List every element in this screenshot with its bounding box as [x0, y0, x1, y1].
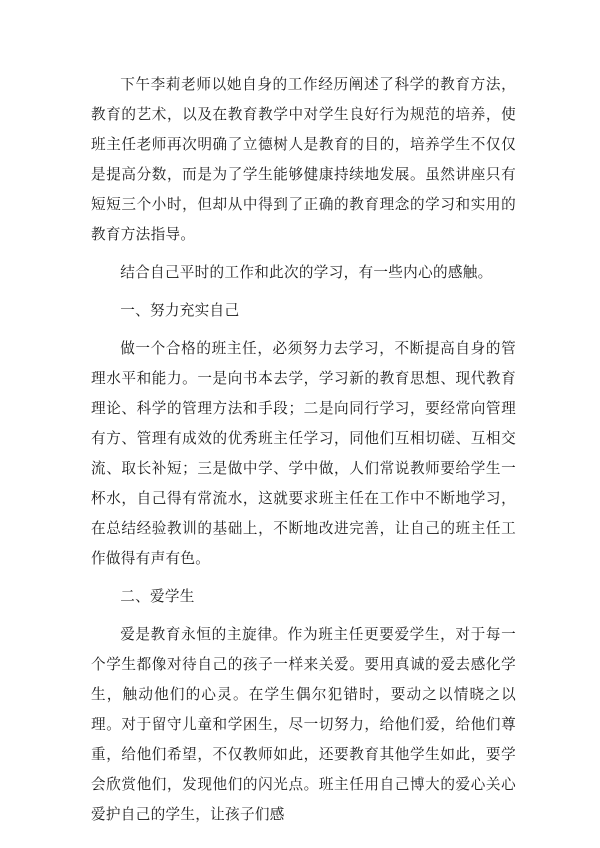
section-heading-2: 二、爱学生	[120, 588, 195, 605]
document-body	[91, 70, 516, 838]
paragraph-reflection: 结合自己平时的工作和此次的学习，有一些内心的感触。	[120, 264, 493, 281]
section-heading-1: 一、努力充实自己	[120, 302, 240, 319]
paragraph-section-2: 爱是教育永恒的主旋律。作为班主任更要爱学生，对于每一个学生都像对待自己的孩子一样来关爱。要用真诚的爱去感化学生，触动他们的心灵。在学生偶尔犯错时，要动之以情晓之以理。对于留守儿童和学困生，尽一切努力，给他们爱，给他们尊重，给他们希望，不仅教师如此，还要教育其他学生如此，要学会欣赏他们，发现他们的闪光点。班主任用自己博大的爱心关心爱护自己的学生，让孩子们感	[91, 626, 516, 823]
paragraph-intro: 下午李莉老师以她自身的工作经历阐述了科学的教育方法，教育的艺术，以及在教育教学中对学生良好行为规范的培养，使班主任老师再次明确了立德树人是教育的目的，培养学生不仅仅是提高分数，而是为了学生能够健康持续地发展。虽然讲座只有短短三个小时，但却从中得到了正确的教育理念的学习和实用的教育方法指导。	[91, 76, 516, 243]
paragraph-section-1: 做一个合格的班主任，必须努力去学习，不断提高自身的管理水平和能力。一是向书本去学，学习新的教育思想、现代教育理论、科学的管理方法和手段；二是向同行学习，要经常向管理有方、管理有成效的优秀班主任学习，同他们互相切磋、互相交流、取长补短；三是做中学、学中做，人们常说教师要给学生一杯水，自己得有常流水，这就要求班主任在工作中不断地学习，在总结经验教训的基础上，不断地改进完善，让自己的班主任工作做得有声有色。	[91, 340, 516, 567]
